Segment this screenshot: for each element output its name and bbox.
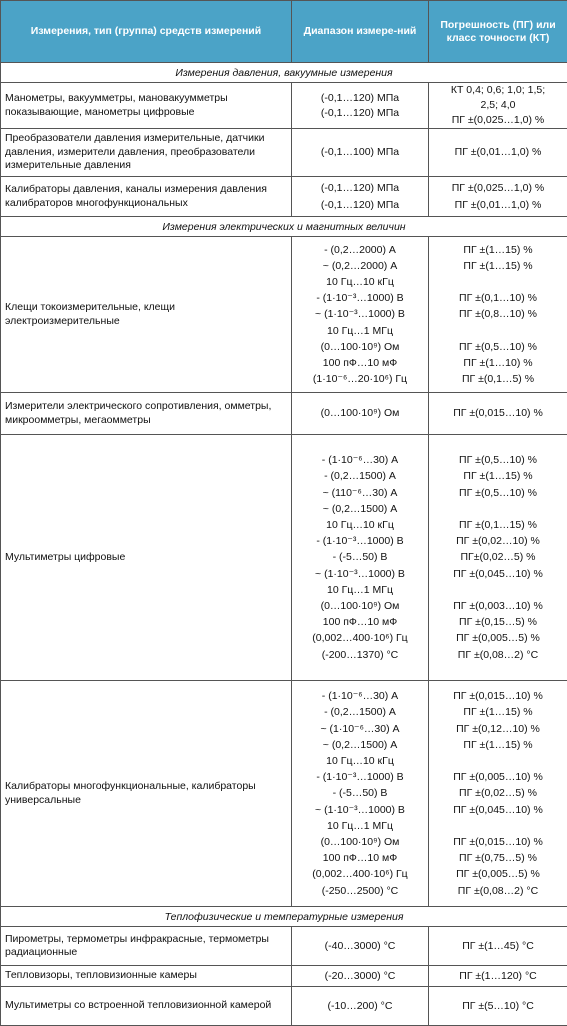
accuracy-line: ПГ ±(0,5…10) %	[433, 452, 563, 468]
accuracy-line: ПГ ±(0,005…10) %	[433, 769, 563, 785]
range-line: - (1·10⁻⁶…30) А	[296, 688, 424, 704]
accuracy-line	[433, 501, 563, 517]
measurement-range	[292, 393, 429, 435]
instrument-type: Мультиметры цифровые	[1, 435, 292, 681]
range-line: (-0,1…120) МПа	[296, 197, 424, 213]
range-line: (-0,1…120) МПа	[296, 106, 424, 121]
accuracy-line: ПГ ±(1…15) %	[433, 258, 563, 274]
measurement-range	[292, 83, 429, 129]
range-line: 100 пФ…10 мФ	[296, 850, 424, 866]
accuracy-line: ПГ ±(5…10) °С	[433, 998, 563, 1014]
measurement-range	[292, 129, 429, 177]
accuracy-line: 2,5; 4,0	[433, 98, 563, 113]
header-range: Диапазон измере-ний	[292, 1, 429, 63]
table-row	[1, 129, 567, 177]
instrument-type: Калибраторы давления, каналы измерения давления калибраторов многофункциональных	[1, 177, 292, 217]
range-line: (1·10⁻⁶…20·10⁶) Гц	[296, 371, 424, 387]
range-line: (-200…1370) °С	[296, 647, 424, 663]
accuracy-line: ПГ±(0,02…5) %	[433, 549, 563, 565]
accuracy	[429, 987, 567, 1026]
range-line: (-20…3000) °С	[296, 968, 424, 984]
accuracy-line: ПГ ±(0,003…10) %	[433, 598, 563, 614]
header-measurement-type: Измерения, тип (группа) средств измерений	[1, 1, 292, 63]
range-line: (-0,1…120) МПа	[296, 91, 424, 106]
accuracy-line: ПГ ±(0,15…5) %	[433, 614, 563, 630]
measurement-range	[292, 681, 429, 907]
table-row	[1, 987, 567, 1026]
accuracy-line: ПГ ±(0,01…1,0) %	[433, 197, 563, 213]
accuracy	[429, 966, 567, 987]
section-title: Измерения давления, вакуумные измерения	[1, 63, 567, 83]
range-line: - (1·10⁻³…1000) В	[296, 290, 424, 306]
accuracy-line: ПГ ±(0,12…10) %	[433, 721, 563, 737]
range-line: 10 Гц…10 кГц	[296, 274, 424, 290]
range-line: ~ (0,2…2000) А	[296, 258, 424, 274]
range-line: - (-5…50) В	[296, 785, 424, 801]
accuracy	[429, 237, 567, 393]
accuracy-line: ПГ ±(0,02…10) %	[433, 533, 563, 549]
range-line: (0…100·10⁹) Ом	[296, 405, 424, 421]
accuracy-line: ПГ ±(1…10) %	[433, 355, 563, 371]
measurement-range	[292, 237, 429, 393]
accuracy-line: ПГ ±(0,1…15) %	[433, 517, 563, 533]
section-title: Теплофизические и температурные измерения	[1, 907, 567, 927]
range-line: - (-5…50) В	[296, 549, 424, 565]
range-line: - (0,2…2000) А	[296, 242, 424, 258]
header-accuracy: Погрешность (ПГ) или класс точности (КТ)	[429, 1, 567, 63]
accuracy	[429, 177, 567, 217]
accuracy-line: ПГ ±(0,75…5) %	[433, 850, 563, 866]
measurement-range	[292, 177, 429, 217]
accuracy	[429, 393, 567, 435]
accuracy-line: ПГ ±(1…120) °С	[433, 968, 563, 984]
accuracy-line: ПГ ±(1…15) %	[433, 242, 563, 258]
accuracy-line: ПГ ±(0,5…10) %	[433, 485, 563, 501]
accuracy-line: ПГ ±(0,005…5) %	[433, 630, 563, 646]
instrument-type: Измерители электрического сопротивления, омметры, микроомметры, мегаомметры	[1, 393, 292, 435]
accuracy-line: ПГ ±(0,02…5) %	[433, 785, 563, 801]
range-line: 100 пФ…10 мФ	[296, 355, 424, 371]
accuracy	[429, 927, 567, 966]
range-line: ~ (1·10⁻³…1000) В	[296, 306, 424, 322]
instrument-type: Тепловизоры, тепловизионные камеры	[1, 966, 292, 987]
accuracy-line: ПГ ±(0,1…5) %	[433, 371, 563, 387]
table-row	[1, 966, 567, 987]
range-line: 10 Гц…1 МГц	[296, 582, 424, 598]
accuracy	[429, 83, 567, 129]
range-line: (0,002…400·10⁶) Гц	[296, 866, 424, 882]
measurement-range	[292, 966, 429, 987]
accuracy-line: ПГ ±(0,045…10) %	[433, 802, 563, 818]
table-row	[1, 237, 567, 393]
table-header	[1, 1, 567, 63]
table-row	[1, 83, 567, 129]
instrument-type: Калибраторы многофункциональные, калибраторы универсальные	[1, 681, 292, 907]
range-line: 10 Гц…1 МГц	[296, 323, 424, 339]
range-line: ~ (1·10⁻⁶…30) А	[296, 721, 424, 737]
accuracy-line: КТ 0,4; 0,6; 1,0; 1,5;	[433, 83, 563, 98]
measurement-range	[292, 927, 429, 966]
range-line: (0…100·10⁹) Ом	[296, 339, 424, 355]
accuracy-line: ПГ ±(0,015…10) %	[433, 405, 563, 421]
accuracy	[429, 435, 567, 681]
range-line: ~ (110⁻⁶…30) А	[296, 485, 424, 501]
range-line: (-0,1…120) МПа	[296, 180, 424, 196]
range-line: - (1·10⁻³…1000) В	[296, 533, 424, 549]
accuracy-line: ПГ ±(0,08…2) °С	[433, 647, 563, 663]
range-line: (0,002…400·10⁶) Гц	[296, 630, 424, 646]
range-line: (-10…200) °С	[296, 998, 424, 1014]
table-row	[1, 393, 567, 435]
accuracy	[429, 681, 567, 907]
accuracy-line: ПГ ±(1…15) %	[433, 704, 563, 720]
range-line: ~ (1·10⁻³…1000) В	[296, 566, 424, 582]
table-row	[1, 177, 567, 217]
range-line: - (1·10⁻⁶…30) А	[296, 452, 424, 468]
table-body	[1, 63, 567, 1026]
range-line: (-40…3000) °С	[296, 938, 424, 954]
accuracy-line	[433, 818, 563, 834]
instrument-type: Клещи токоизмерительные, клещи электроизмерительные	[1, 237, 292, 393]
range-line: 10 Гц…1 МГц	[296, 818, 424, 834]
table-row	[1, 435, 567, 681]
accuracy-line: ПГ ±(0,025…1,0) %	[433, 113, 563, 128]
accuracy	[429, 129, 567, 177]
accuracy-line: ПГ ±(0,01…1,0) %	[433, 144, 563, 160]
instrument-type: Пирометры, термометры инфракрасные, термометры радиационные	[1, 927, 292, 966]
range-line: (-250…2500) °С	[296, 883, 424, 899]
accuracy-line: ПГ ±(0,015…10) %	[433, 834, 563, 850]
table-row	[1, 927, 567, 966]
accuracy-line: ПГ ±(1…15) %	[433, 737, 563, 753]
range-line: 100 пФ…10 мФ	[296, 614, 424, 630]
accuracy-line	[433, 323, 563, 339]
range-line: - (0,2…1500) А	[296, 468, 424, 484]
section-title: Измерения электрических и магнитных величин	[1, 217, 567, 237]
range-line: (-0,1…100) МПа	[296, 144, 424, 160]
table-row	[1, 681, 567, 907]
range-line: 10 Гц…10 кГц	[296, 517, 424, 533]
accuracy-line: ПГ ±(0,5…10) %	[433, 339, 563, 355]
instrument-type: Манометры, вакуумметры, мановакуумметры показывающие, манометры цифровые	[1, 83, 292, 129]
accuracy-line: ПГ ±(1…45) °С	[433, 938, 563, 954]
accuracy-line: ПГ ±(0,005…5) %	[433, 866, 563, 882]
range-line: ~ (1·10⁻³…1000) В	[296, 802, 424, 818]
instrument-type: Мультиметры со встроенной тепловизионной камерой	[1, 987, 292, 1026]
accuracy-line: ПГ ±(1…15) %	[433, 468, 563, 484]
accuracy-line	[433, 753, 563, 769]
accuracy-line	[433, 274, 563, 290]
measurement-range	[292, 987, 429, 1026]
accuracy-line: ПГ ±(0,1…10) %	[433, 290, 563, 306]
range-line: ~ (0,2…1500) А	[296, 501, 424, 517]
range-line: - (0,2…1500) А	[296, 704, 424, 720]
range-line: ~ (0,2…1500) А	[296, 737, 424, 753]
instrument-type: Преобразователи давления измерительные, датчики давления, измерители давления, преобразователи измерительные давления	[1, 129, 292, 177]
accuracy-line	[433, 582, 563, 598]
accuracy-line: ПГ ±(0,025…1,0) %	[433, 180, 563, 196]
range-line: (0…100·10⁹) Ом	[296, 598, 424, 614]
accuracy-line: ПГ ±(0,015…10) %	[433, 688, 563, 704]
measurement-range	[292, 435, 429, 681]
range-line: (0…100·10⁹) Ом	[296, 834, 424, 850]
range-line: - (1·10⁻³…1000) В	[296, 769, 424, 785]
accuracy-line: ПГ ±(0,045…10) %	[433, 566, 563, 582]
range-line: 10 Гц…10 кГц	[296, 753, 424, 769]
accuracy-line: ПГ ±(0,8…10) %	[433, 306, 563, 322]
accuracy-line: ПГ ±(0,08…2) °С	[433, 883, 563, 899]
